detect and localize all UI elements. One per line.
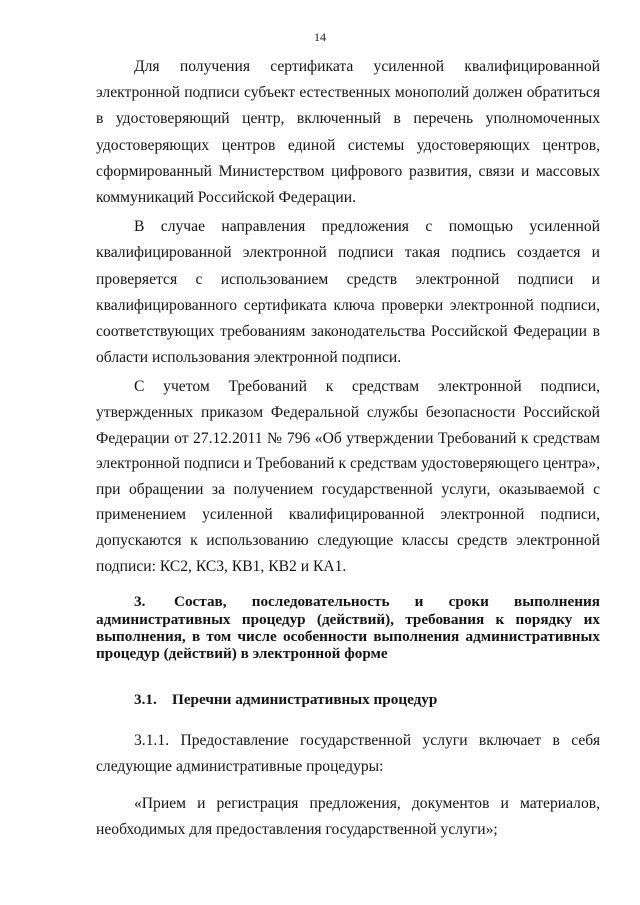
section-number: 3. — [134, 593, 146, 611]
section-heading-3-1 — [96, 691, 600, 708]
subsection-title: Перечни административных процедур — [172, 690, 438, 708]
section-heading-3 — [96, 593, 600, 663]
paragraph-requirements: С учетом Требований к средствам электронной подписи, утвержденных приказом Федеральной службы безопасности Российской Федерации от 27.12.2011 № 796 «Об утверждении Требований к средствам электронной подписи и Требований к средствам удостоверяющего центра», при обращении за получением государственной услуги, оказываемой с применением усиленной квалифицированной электронной подписи, допускаются к использованию следующие классы средств электронной подписи: КС2, КС3, КВ1, КВ2 и КА1. — [96, 378, 600, 575]
section-title: Состав, последовательность и сроки выполнения административных процедур (действий), требования к порядку их выполнения, в том числе особенности выполнения административных процедур (действий) в электронной форме — [96, 593, 600, 663]
procedure-list-item: «Прием и регистрация предложения, документов и материалов, необходимых для предоставления государственной услуги»; — [96, 794, 600, 838]
clause-3-1-1: 3.1.1. Предоставление государственной услуги включает в себя следующие административные процедуры: — [96, 732, 600, 776]
document-body — [96, 54, 600, 843]
paragraph-certificate: Для получения сертификата усиленной квалифицированной электронной подписи субъект естественных монополий должен обратиться в удостоверяющий центр, включенный в перечень уполномоченных удостоверяющих центров единой системы удостоверяющих центров, сформированный Министерством цифрового развития, связи и массовых коммуникаций Российской Федерации. — [96, 58, 600, 207]
paragraph-signature-check: В случае направления предложения с помощью усиленной квалифицированной электронной подписи такая подпись создается и проверяется с использованием средств электронной подписи и квалифицированного сертификата ключа проверки электронной подписи, соответствующих требованиям законодательства Российской Федерации в области использования электронной подписи. — [96, 218, 600, 367]
page-number: 14 — [314, 30, 326, 44]
subsection-number: 3.1. — [134, 690, 157, 708]
